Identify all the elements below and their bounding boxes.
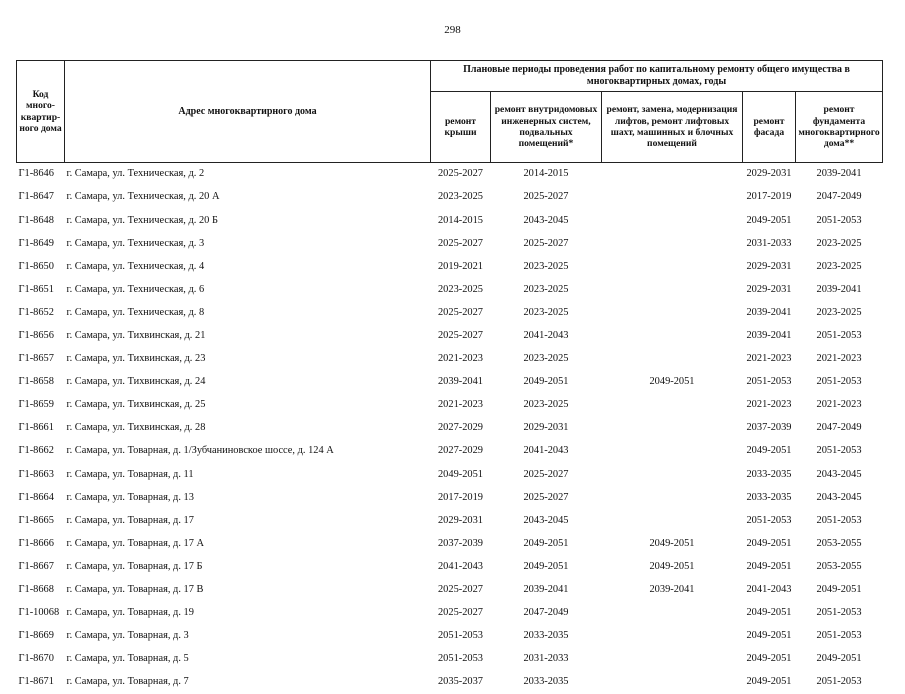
cell-roof: 2029-2031 [431, 509, 491, 532]
cell-address: г. Самара, ул. Тихвинская, д. 24 [65, 371, 431, 394]
cell-code: Г1-8659 [17, 394, 65, 417]
cell-elevators: 2049-2051 [602, 533, 743, 556]
cell-engineering: 2014-2015 [491, 163, 602, 187]
table-row [17, 648, 883, 671]
cell-foundation: 2051-2053 [796, 671, 883, 694]
table-row [17, 325, 883, 348]
header-code: Код много-квартир-ного дома [17, 61, 65, 163]
cell-address: г. Самара, ул. Товарная, д. 17 [65, 509, 431, 532]
cell-elevators [602, 602, 743, 625]
cell-facade: 2031-2033 [743, 232, 796, 255]
cell-address: г. Самара, ул. Техническая, д. 8 [65, 302, 431, 325]
cell-foundation: 2049-2051 [796, 579, 883, 602]
cell-code: Г1-8646 [17, 163, 65, 187]
page-number: 298 [0, 24, 905, 36]
cell-roof: 2019-2021 [431, 255, 491, 278]
cell-address: г. Самара, ул. Техническая, д. 4 [65, 255, 431, 278]
table-body [17, 163, 883, 694]
cell-code: Г1-8647 [17, 186, 65, 209]
cell-roof: 2041-2043 [431, 556, 491, 579]
cell-roof: 2035-2037 [431, 671, 491, 694]
cell-foundation: 2051-2053 [796, 509, 883, 532]
table-row [17, 394, 883, 417]
cell-code: Г1-8670 [17, 648, 65, 671]
cell-foundation: 2051-2053 [796, 325, 883, 348]
cell-foundation: 2047-2049 [796, 186, 883, 209]
cell-elevators [602, 463, 743, 486]
cell-address: г. Самара, ул. Тихвинская, д. 28 [65, 417, 431, 440]
cell-foundation: 2043-2045 [796, 486, 883, 509]
header-roof: ремонт крыши [431, 92, 491, 163]
cell-roof: 2025-2027 [431, 163, 491, 187]
cell-foundation: 2053-2055 [796, 556, 883, 579]
header-engineering: ремонт внутридомовых инженерных систем, подвальных помещений* [491, 92, 602, 163]
cell-engineering: 2033-2035 [491, 625, 602, 648]
table-row [17, 417, 883, 440]
header-planned-periods: Плановые периоды проведения работ по капитальному ремонту общего имущества в многоквартирных домах, годы [431, 61, 883, 92]
cell-facade: 2049-2051 [743, 648, 796, 671]
cell-address: г. Самара, ул. Тихвинская, д. 23 [65, 348, 431, 371]
cell-address: г. Самара, ул. Техническая, д. 20 А [65, 186, 431, 209]
cell-engineering: 2023-2025 [491, 278, 602, 301]
cell-roof: 2051-2053 [431, 625, 491, 648]
cell-foundation: 2021-2023 [796, 348, 883, 371]
cell-roof: 2025-2027 [431, 325, 491, 348]
cell-address: г. Самара, ул. Товарная, д. 11 [65, 463, 431, 486]
cell-foundation: 2039-2041 [796, 278, 883, 301]
cell-code: Г1-8648 [17, 209, 65, 232]
cell-engineering: 2025-2027 [491, 186, 602, 209]
cell-address: г. Самара, ул. Техническая, д. 20 Б [65, 209, 431, 232]
cell-foundation: 2023-2025 [796, 232, 883, 255]
cell-foundation: 2051-2053 [796, 209, 883, 232]
cell-engineering: 2023-2025 [491, 348, 602, 371]
cell-roof: 2023-2025 [431, 186, 491, 209]
cell-address: г. Самара, ул. Товарная, д. 19 [65, 602, 431, 625]
table-row [17, 348, 883, 371]
table-row [17, 278, 883, 301]
cell-engineering: 2047-2049 [491, 602, 602, 625]
cell-foundation: 2043-2045 [796, 463, 883, 486]
cell-roof: 2023-2025 [431, 278, 491, 301]
cell-address: г. Самара, ул. Товарная, д. 5 [65, 648, 431, 671]
cell-code: Г1-8671 [17, 671, 65, 694]
cell-code: Г1-8668 [17, 579, 65, 602]
cell-address: г. Самара, ул. Товарная, д. 7 [65, 671, 431, 694]
cell-elevators [602, 209, 743, 232]
cell-elevators [602, 486, 743, 509]
cell-roof: 2017-2019 [431, 486, 491, 509]
table-row [17, 486, 883, 509]
cell-foundation: 2051-2053 [796, 602, 883, 625]
cell-elevators [602, 394, 743, 417]
cell-elevators [602, 648, 743, 671]
cell-elevators [602, 232, 743, 255]
cell-foundation: 2023-2025 [796, 255, 883, 278]
cell-address: г. Самара, ул. Товарная, д. 17 Б [65, 556, 431, 579]
cell-address: г. Самара, ул. Товарная, д. 3 [65, 625, 431, 648]
cell-address: г. Самара, ул. Техническая, д. 6 [65, 278, 431, 301]
table-row [17, 371, 883, 394]
cell-address: г. Самара, ул. Товарная, д. 1/Зубчаниновское шоссе, д. 124 А [65, 440, 431, 463]
header-address: Адрес многоквартирного дома [65, 61, 431, 163]
cell-engineering: 2025-2027 [491, 486, 602, 509]
cell-engineering: 2039-2041 [491, 579, 602, 602]
cell-code: Г1-8649 [17, 232, 65, 255]
cell-elevators [602, 186, 743, 209]
cell-facade: 2039-2041 [743, 302, 796, 325]
cell-code: Г1-8669 [17, 625, 65, 648]
table-row [17, 602, 883, 625]
cell-code: Г1-8664 [17, 486, 65, 509]
cell-facade: 2049-2051 [743, 556, 796, 579]
cell-facade: 2049-2051 [743, 671, 796, 694]
cell-facade: 2029-2031 [743, 163, 796, 187]
cell-roof: 2014-2015 [431, 209, 491, 232]
table-row [17, 533, 883, 556]
cell-facade: 2049-2051 [743, 440, 796, 463]
header-foundation: ремонт фундамента многоквартирного дома** [796, 92, 883, 163]
cell-engineering: 2041-2043 [491, 325, 602, 348]
cell-facade: 2051-2053 [743, 509, 796, 532]
cell-address: г. Самара, ул. Товарная, д. 17 В [65, 579, 431, 602]
cell-facade: 2037-2039 [743, 417, 796, 440]
cell-code: Г1-8657 [17, 348, 65, 371]
cell-roof: 2025-2027 [431, 602, 491, 625]
table-row [17, 255, 883, 278]
cell-facade: 2051-2053 [743, 371, 796, 394]
header-facade: ремонт фасада [743, 92, 796, 163]
cell-roof: 2027-2029 [431, 440, 491, 463]
cell-address: г. Самара, ул. Тихвинская, д. 21 [65, 325, 431, 348]
cell-foundation: 2021-2023 [796, 394, 883, 417]
cell-roof: 2039-2041 [431, 371, 491, 394]
cell-address: г. Самара, ул. Товарная, д. 13 [65, 486, 431, 509]
cell-code: Г1-8666 [17, 533, 65, 556]
cell-code: Г1-8661 [17, 417, 65, 440]
cell-foundation: 2051-2053 [796, 371, 883, 394]
cell-roof: 2037-2039 [431, 533, 491, 556]
table-row [17, 556, 883, 579]
cell-engineering: 2023-2025 [491, 255, 602, 278]
cell-elevators [602, 348, 743, 371]
table-row [17, 232, 883, 255]
cell-roof: 2049-2051 [431, 463, 491, 486]
cell-elevators [602, 417, 743, 440]
cell-foundation: 2023-2025 [796, 302, 883, 325]
cell-engineering: 2041-2043 [491, 440, 602, 463]
table-row [17, 463, 883, 486]
table-row [17, 579, 883, 602]
cell-code: Г1-10068 [17, 602, 65, 625]
cell-facade: 2021-2023 [743, 394, 796, 417]
cell-engineering: 2049-2051 [491, 371, 602, 394]
cell-code: Г1-8650 [17, 255, 65, 278]
cell-engineering: 2049-2051 [491, 533, 602, 556]
cell-facade: 2017-2019 [743, 186, 796, 209]
cell-code: Г1-8658 [17, 371, 65, 394]
cell-elevators [602, 255, 743, 278]
cell-facade: 2029-2031 [743, 255, 796, 278]
cell-foundation: 2049-2051 [796, 648, 883, 671]
cell-roof: 2025-2027 [431, 232, 491, 255]
cell-address: г. Самара, ул. Техническая, д. 2 [65, 163, 431, 187]
cell-elevators [602, 163, 743, 187]
cell-engineering: 2029-2031 [491, 417, 602, 440]
cell-foundation: 2051-2053 [796, 625, 883, 648]
cell-foundation: 2053-2055 [796, 533, 883, 556]
cell-engineering: 2025-2027 [491, 232, 602, 255]
cell-code: Г1-8665 [17, 509, 65, 532]
cell-facade: 2033-2035 [743, 486, 796, 509]
cell-foundation: 2039-2041 [796, 163, 883, 187]
cell-engineering: 2023-2025 [491, 302, 602, 325]
cell-elevators [602, 440, 743, 463]
cell-elevators: 2039-2041 [602, 579, 743, 602]
cell-code: Г1-8662 [17, 440, 65, 463]
cell-roof: 2021-2023 [431, 348, 491, 371]
cell-engineering: 2043-2045 [491, 209, 602, 232]
header-row-top [17, 61, 883, 92]
cell-facade: 2049-2051 [743, 533, 796, 556]
table-row [17, 186, 883, 209]
table-row [17, 509, 883, 532]
cell-engineering: 2025-2027 [491, 463, 602, 486]
cell-code: Г1-8656 [17, 325, 65, 348]
cell-code: Г1-8667 [17, 556, 65, 579]
cell-elevators [602, 278, 743, 301]
cell-engineering: 2031-2033 [491, 648, 602, 671]
table-row [17, 163, 883, 187]
table-row [17, 625, 883, 648]
table-row [17, 302, 883, 325]
cell-facade: 2021-2023 [743, 348, 796, 371]
cell-elevators [602, 671, 743, 694]
cell-code: Г1-8652 [17, 302, 65, 325]
cell-address: г. Самара, ул. Тихвинская, д. 25 [65, 394, 431, 417]
cell-elevators: 2049-2051 [602, 371, 743, 394]
cell-code: Г1-8663 [17, 463, 65, 486]
table-row [17, 440, 883, 463]
cell-facade: 2049-2051 [743, 602, 796, 625]
cell-code: Г1-8651 [17, 278, 65, 301]
cell-roof: 2025-2027 [431, 579, 491, 602]
cell-elevators: 2049-2051 [602, 556, 743, 579]
table-row [17, 209, 883, 232]
cell-foundation: 2047-2049 [796, 417, 883, 440]
cell-engineering: 2023-2025 [491, 394, 602, 417]
cell-roof: 2051-2053 [431, 648, 491, 671]
table-row [17, 671, 883, 694]
cell-roof: 2025-2027 [431, 302, 491, 325]
cell-facade: 2049-2051 [743, 209, 796, 232]
cell-engineering: 2043-2045 [491, 509, 602, 532]
cell-elevators [602, 509, 743, 532]
cell-elevators [602, 325, 743, 348]
cell-engineering: 2033-2035 [491, 671, 602, 694]
cell-facade: 2041-2043 [743, 579, 796, 602]
cell-facade: 2033-2035 [743, 463, 796, 486]
cell-roof: 2021-2023 [431, 394, 491, 417]
cell-facade: 2049-2051 [743, 625, 796, 648]
cell-address: г. Самара, ул. Товарная, д. 17 А [65, 533, 431, 556]
cell-roof: 2027-2029 [431, 417, 491, 440]
cell-facade: 2029-2031 [743, 278, 796, 301]
cell-foundation: 2051-2053 [796, 440, 883, 463]
cell-elevators [602, 302, 743, 325]
header-elevators: ремонт, замена, модернизация лифтов, ремонт лифтовых шахт, машинных и блочных помещений [602, 92, 743, 163]
cell-address: г. Самара, ул. Техническая, д. 3 [65, 232, 431, 255]
capital-repair-schedule-table [16, 60, 883, 694]
cell-facade: 2039-2041 [743, 325, 796, 348]
cell-engineering: 2049-2051 [491, 556, 602, 579]
cell-elevators [602, 625, 743, 648]
